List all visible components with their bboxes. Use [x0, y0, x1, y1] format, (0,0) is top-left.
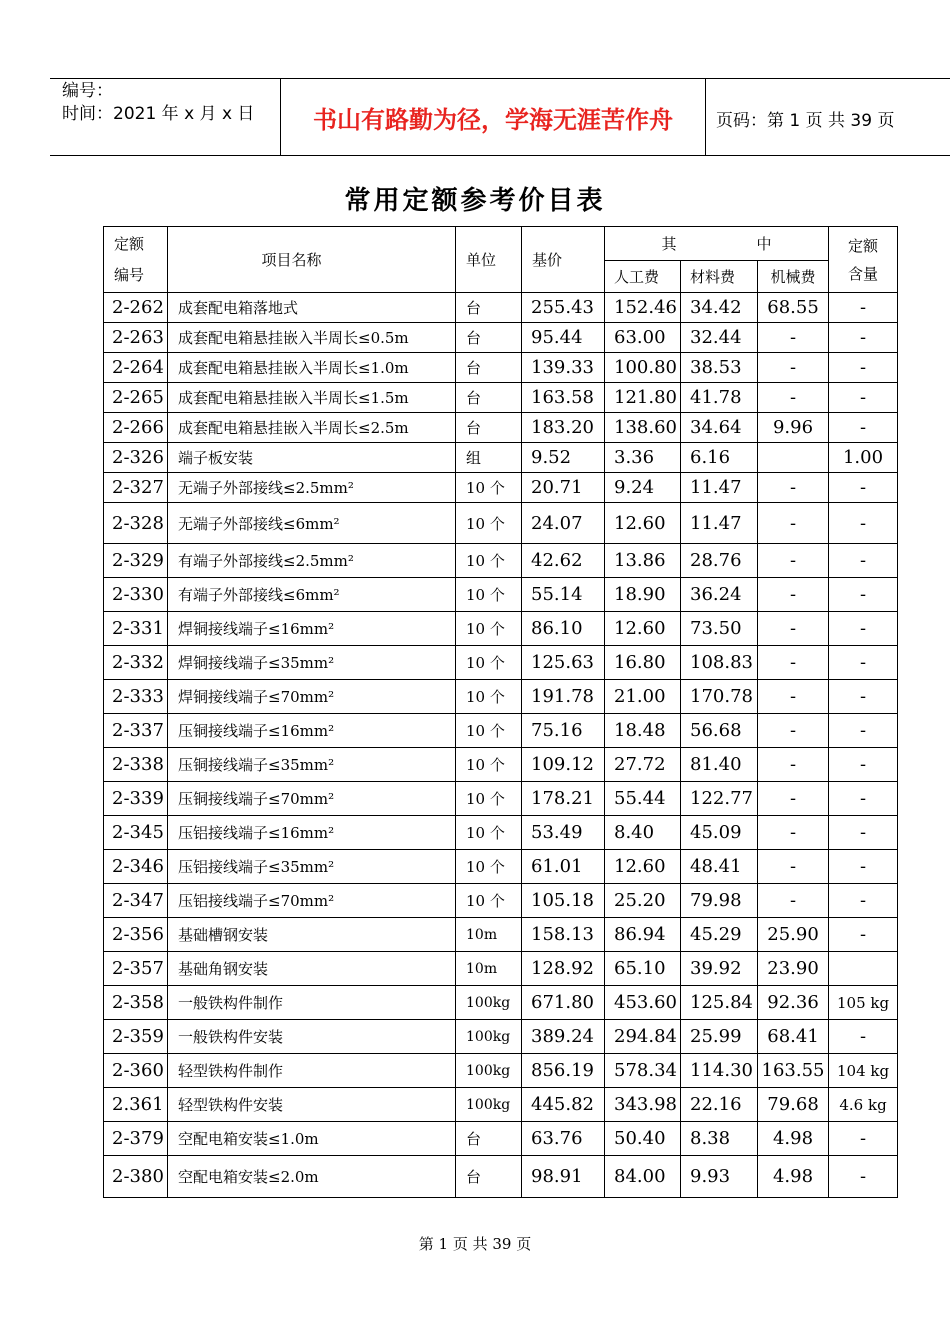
- row-quota: -: [829, 612, 898, 646]
- row-labor: 65.10: [605, 952, 681, 986]
- row-labor: 18.48: [605, 714, 681, 748]
- row-name: 焊铜接线端子≤16mm²: [168, 612, 456, 646]
- row-code: 2-327: [104, 473, 168, 503]
- row-base-price: 109.12: [522, 748, 605, 782]
- row-material: 28.76: [681, 544, 758, 578]
- header-quota-line1: 定额: [848, 236, 879, 255]
- row-code: 2-360: [104, 1054, 168, 1088]
- page-footer: 第 1 页 共 39 页: [418, 1235, 532, 1253]
- table-row: [104, 1088, 898, 1122]
- motto: 书山有路勤为径，学海无涯苦作舟: [313, 106, 673, 134]
- row-machine: -: [758, 503, 829, 544]
- row-unit: 台: [456, 1122, 522, 1156]
- row-code: 2-329: [104, 544, 168, 578]
- row-name: 成套配电箱悬挂嵌入半周长≤2.5m: [168, 413, 456, 443]
- row-quota: -: [829, 323, 898, 353]
- row-labor: 343.98: [605, 1088, 681, 1122]
- row-base-price: 98.91: [522, 1156, 605, 1198]
- row-unit: 10 个: [456, 612, 522, 646]
- row-labor: 12.60: [605, 850, 681, 884]
- row-base-price: 9.52: [522, 443, 605, 473]
- row-labor: 27.72: [605, 748, 681, 782]
- row-name: 一般铁构件安装: [168, 1020, 456, 1054]
- table-row: [104, 293, 898, 323]
- row-machine: 9.96: [758, 413, 829, 443]
- row-quota: -: [829, 918, 898, 952]
- row-quota: -: [829, 293, 898, 323]
- row-quota: -: [829, 353, 898, 383]
- row-name: 有端子外部接线≤2.5mm²: [168, 544, 456, 578]
- row-material: 38.53: [681, 353, 758, 383]
- row-material: 45.09: [681, 816, 758, 850]
- row-machine: 4.98: [758, 1122, 829, 1156]
- row-material: 36.24: [681, 578, 758, 612]
- row-base-price: 178.21: [522, 782, 605, 816]
- row-labor: 12.60: [605, 503, 681, 544]
- table-row: [104, 544, 898, 578]
- row-code: 2-345: [104, 816, 168, 850]
- header-unit: 单位: [456, 227, 522, 293]
- row-unit: 10m: [456, 918, 522, 952]
- row-base-price: 163.58: [522, 383, 605, 413]
- row-unit: 10 个: [456, 816, 522, 850]
- row-unit: 10 个: [456, 748, 522, 782]
- row-name: 焊铜接线端子≤35mm²: [168, 646, 456, 680]
- row-base-price: 24.07: [522, 503, 605, 544]
- row-quota: -: [829, 503, 898, 544]
- row-material: 56.68: [681, 714, 758, 748]
- row-unit: 台: [456, 293, 522, 323]
- row-machine: 79.68: [758, 1088, 829, 1122]
- header-meta: [62, 80, 254, 126]
- row-name: 有端子外部接线≤6mm²: [168, 578, 456, 612]
- row-labor: 13.86: [605, 544, 681, 578]
- row-unit: 台: [456, 353, 522, 383]
- header-divider-right: [705, 78, 706, 156]
- header-code: [104, 227, 168, 293]
- table-row: [104, 323, 898, 353]
- table-row: [104, 646, 898, 680]
- row-material: 8.38: [681, 1122, 758, 1156]
- row-material: 114.30: [681, 1054, 758, 1088]
- row-material: 39.92: [681, 952, 758, 986]
- table-row: [104, 680, 898, 714]
- row-labor: 86.94: [605, 918, 681, 952]
- row-material: 9.93: [681, 1156, 758, 1198]
- row-name: 轻型铁构件安装: [168, 1088, 456, 1122]
- row-base-price: 86.10: [522, 612, 605, 646]
- row-code: 2.361: [104, 1088, 168, 1122]
- row-quota: -: [829, 1020, 898, 1054]
- row-unit: 台: [456, 1156, 522, 1198]
- row-machine: -: [758, 612, 829, 646]
- table-row: [104, 353, 898, 383]
- row-code: 2-266: [104, 413, 168, 443]
- row-material: 81.40: [681, 748, 758, 782]
- row-name: 一般铁构件制作: [168, 986, 456, 1020]
- row-base-price: 42.62: [522, 544, 605, 578]
- row-unit: 10 个: [456, 473, 522, 503]
- row-labor: 138.60: [605, 413, 681, 443]
- row-code: 2-357: [104, 952, 168, 986]
- row-name: 成套配电箱悬挂嵌入半周长≤1.5m: [168, 383, 456, 413]
- row-unit: 台: [456, 323, 522, 353]
- row-code: 2-328: [104, 503, 168, 544]
- row-unit: 100kg: [456, 1088, 522, 1122]
- header-quota: [829, 227, 898, 293]
- row-base-price: 671.80: [522, 986, 605, 1020]
- row-name: 压铝接线端子≤35mm²: [168, 850, 456, 884]
- row-name: 空配电箱安装≤1.0m: [168, 1122, 456, 1156]
- header-breakdown-a: 其: [661, 235, 677, 253]
- table-row: [104, 850, 898, 884]
- row-material: 79.98: [681, 884, 758, 918]
- row-code: 2-346: [104, 850, 168, 884]
- row-material: 45.29: [681, 918, 758, 952]
- row-name: 基础槽钢安装: [168, 918, 456, 952]
- row-code: 2-380: [104, 1156, 168, 1198]
- row-base-price: 158.13: [522, 918, 605, 952]
- table-row: [104, 1020, 898, 1054]
- row-quota: -: [829, 473, 898, 503]
- row-base-price: 95.44: [522, 323, 605, 353]
- table-row: [104, 816, 898, 850]
- row-labor: 18.90: [605, 578, 681, 612]
- header-breakdown: [605, 227, 829, 261]
- row-quota: 1.00: [829, 443, 898, 473]
- row-unit: 100kg: [456, 1054, 522, 1088]
- row-name: 无端子外部接线≤6mm²: [168, 503, 456, 544]
- row-material: 73.50: [681, 612, 758, 646]
- row-unit: 10m: [456, 952, 522, 986]
- row-machine: -: [758, 782, 829, 816]
- table-row: [104, 1054, 898, 1088]
- row-quota: 104 kg: [829, 1054, 898, 1088]
- row-base-price: 128.92: [522, 952, 605, 986]
- row-base-price: 445.82: [522, 1088, 605, 1122]
- row-name: 成套配电箱悬挂嵌入半周长≤0.5m: [168, 323, 456, 353]
- table-row: [104, 884, 898, 918]
- row-unit: 台: [456, 383, 522, 413]
- row-code: 2-331: [104, 612, 168, 646]
- table-row: [104, 383, 898, 413]
- row-quota: -: [829, 1122, 898, 1156]
- table-row: [104, 714, 898, 748]
- row-unit: 台: [456, 413, 522, 443]
- row-labor: 3.36: [605, 443, 681, 473]
- price-table: [103, 226, 898, 1198]
- row-labor: 453.60: [605, 986, 681, 1020]
- row-quota: -: [829, 680, 898, 714]
- row-labor: 12.60: [605, 612, 681, 646]
- row-quota: -: [829, 646, 898, 680]
- row-material: 34.42: [681, 293, 758, 323]
- table-body: [104, 293, 898, 1198]
- row-material: 122.77: [681, 782, 758, 816]
- row-quota: 105 kg: [829, 986, 898, 1020]
- row-machine: 68.41: [758, 1020, 829, 1054]
- row-base-price: 55.14: [522, 578, 605, 612]
- row-unit: 10 个: [456, 714, 522, 748]
- row-machine: -: [758, 748, 829, 782]
- row-labor: 25.20: [605, 884, 681, 918]
- row-code: 2-262: [104, 293, 168, 323]
- row-unit: 10 个: [456, 544, 522, 578]
- row-name: 端子板安装: [168, 443, 456, 473]
- row-name: 焊铜接线端子≤70mm²: [168, 680, 456, 714]
- row-base-price: 139.33: [522, 353, 605, 383]
- row-machine: [758, 443, 829, 473]
- row-name: 压铝接线端子≤16mm²: [168, 816, 456, 850]
- row-base-price: 389.24: [522, 1020, 605, 1054]
- row-base-price: 53.49: [522, 816, 605, 850]
- row-base-price: 75.16: [522, 714, 605, 748]
- row-quota: -: [829, 413, 898, 443]
- table-row: [104, 748, 898, 782]
- row-machine: -: [758, 714, 829, 748]
- row-material: 25.99: [681, 1020, 758, 1054]
- row-code: 2-337: [104, 714, 168, 748]
- row-code: 2-358: [104, 986, 168, 1020]
- row-name: 压铜接线端子≤16mm²: [168, 714, 456, 748]
- row-name: 成套配电箱落地式: [168, 293, 456, 323]
- row-machine: -: [758, 353, 829, 383]
- table-row: [104, 443, 898, 473]
- table-row: [104, 578, 898, 612]
- row-machine: 4.98: [758, 1156, 829, 1198]
- row-material: 34.64: [681, 413, 758, 443]
- row-code: 2-356: [104, 918, 168, 952]
- row-machine: -: [758, 323, 829, 353]
- row-base-price: 856.19: [522, 1054, 605, 1088]
- table-row: [104, 986, 898, 1020]
- row-labor: 55.44: [605, 782, 681, 816]
- row-labor: 16.80: [605, 646, 681, 680]
- row-name: 压铜接线端子≤70mm²: [168, 782, 456, 816]
- row-code: 2-359: [104, 1020, 168, 1054]
- row-unit: 10 个: [456, 646, 522, 680]
- header-bottom-rule: [50, 155, 950, 156]
- row-machine: -: [758, 680, 829, 714]
- row-unit: 100kg: [456, 986, 522, 1020]
- row-material: 48.41: [681, 850, 758, 884]
- row-machine: -: [758, 544, 829, 578]
- row-material: 32.44: [681, 323, 758, 353]
- row-unit: 10 个: [456, 884, 522, 918]
- row-labor: 294.84: [605, 1020, 681, 1054]
- header-base-price: 基价: [522, 227, 605, 293]
- row-name: 成套配电箱悬挂嵌入半周长≤1.0m: [168, 353, 456, 383]
- row-quota: 4.6 kg: [829, 1088, 898, 1122]
- row-code: 2-330: [104, 578, 168, 612]
- row-machine: -: [758, 850, 829, 884]
- table-header: [104, 227, 898, 293]
- row-material: 11.47: [681, 473, 758, 503]
- row-code: 2-326: [104, 443, 168, 473]
- row-labor: 9.24: [605, 473, 681, 503]
- row-machine: 92.36: [758, 986, 829, 1020]
- header-material: 材料费: [681, 261, 758, 293]
- table-row: [104, 612, 898, 646]
- row-material: 108.83: [681, 646, 758, 680]
- header-item-name: 项目名称: [168, 227, 456, 293]
- row-material: 41.78: [681, 383, 758, 413]
- row-quota: [829, 952, 898, 986]
- row-machine: -: [758, 473, 829, 503]
- row-quota: -: [829, 544, 898, 578]
- table-row: [104, 952, 898, 986]
- row-machine: 25.90: [758, 918, 829, 952]
- row-machine: -: [758, 383, 829, 413]
- row-quota: -: [829, 578, 898, 612]
- row-machine: 163.55: [758, 1054, 829, 1088]
- row-labor: 121.80: [605, 383, 681, 413]
- row-unit: 10 个: [456, 850, 522, 884]
- row-material: 11.47: [681, 503, 758, 544]
- row-labor: 152.46: [605, 293, 681, 323]
- row-material: 170.78: [681, 680, 758, 714]
- row-machine: -: [758, 884, 829, 918]
- row-material: 6.16: [681, 443, 758, 473]
- row-code: 2-379: [104, 1122, 168, 1156]
- row-code: 2-347: [104, 884, 168, 918]
- row-labor: 50.40: [605, 1122, 681, 1156]
- row-unit: 组: [456, 443, 522, 473]
- row-material: 22.16: [681, 1088, 758, 1122]
- row-quota: -: [829, 1156, 898, 1198]
- number-label: 编号：: [62, 81, 113, 101]
- row-code: 2-333: [104, 680, 168, 714]
- header-quota-line2: 含量: [848, 264, 879, 283]
- table-row: [104, 782, 898, 816]
- row-base-price: 255.43: [522, 293, 605, 323]
- row-quota: -: [829, 782, 898, 816]
- time-label: 时间：2021 年 x 月 x 日: [62, 104, 255, 124]
- row-unit: 10 个: [456, 680, 522, 714]
- row-code: 2-332: [104, 646, 168, 680]
- table-row: [104, 1156, 898, 1198]
- table-row: [104, 413, 898, 443]
- header-machine: 机械费: [758, 261, 829, 293]
- table-row: [104, 473, 898, 503]
- row-unit: 10 个: [456, 503, 522, 544]
- row-machine: -: [758, 816, 829, 850]
- table-row: [104, 503, 898, 544]
- row-machine: -: [758, 578, 829, 612]
- row-unit: 100kg: [456, 1020, 522, 1054]
- header-code-line1: 定额: [114, 234, 145, 253]
- row-name: 轻型铁构件制作: [168, 1054, 456, 1088]
- row-machine: 68.55: [758, 293, 829, 323]
- row-labor: 100.80: [605, 353, 681, 383]
- row-code: 2-338: [104, 748, 168, 782]
- row-code: 2-263: [104, 323, 168, 353]
- row-name: 基础角钢安装: [168, 952, 456, 986]
- row-quota: -: [829, 884, 898, 918]
- row-labor: 21.00: [605, 680, 681, 714]
- row-unit: 10 个: [456, 782, 522, 816]
- row-code: 2-339: [104, 782, 168, 816]
- row-base-price: 20.71: [522, 473, 605, 503]
- row-name: 压铜接线端子≤35mm²: [168, 748, 456, 782]
- row-base-price: 183.20: [522, 413, 605, 443]
- row-base-price: 105.18: [522, 884, 605, 918]
- row-quota: -: [829, 714, 898, 748]
- row-base-price: 61.01: [522, 850, 605, 884]
- row-base-price: 191.78: [522, 680, 605, 714]
- row-unit: 10 个: [456, 578, 522, 612]
- row-name: 空配电箱安装≤2.0m: [168, 1156, 456, 1198]
- row-quota: -: [829, 816, 898, 850]
- header-labor: 人工费: [605, 261, 681, 293]
- row-labor: 8.40: [605, 816, 681, 850]
- header-breakdown-b: 中: [756, 235, 772, 253]
- header-top-rule: [50, 78, 950, 79]
- row-base-price: 63.76: [522, 1122, 605, 1156]
- row-name: 压铝接线端子≤70mm²: [168, 884, 456, 918]
- row-labor: 578.34: [605, 1054, 681, 1088]
- table-row: [104, 1122, 898, 1156]
- document-title: 常用定额参考价目表: [344, 186, 606, 216]
- row-code: 2-264: [104, 353, 168, 383]
- row-code: 2-265: [104, 383, 168, 413]
- row-machine: -: [758, 646, 829, 680]
- row-quota: -: [829, 383, 898, 413]
- row-quota: -: [829, 748, 898, 782]
- row-machine: 23.90: [758, 952, 829, 986]
- row-base-price: 125.63: [522, 646, 605, 680]
- row-material: 125.84: [681, 986, 758, 1020]
- header-code-line2: 编号: [114, 265, 145, 284]
- header-page-info: 页码：第 1 页 共 39 页: [716, 111, 895, 131]
- row-name: 无端子外部接线≤2.5mm²: [168, 473, 456, 503]
- row-quota: -: [829, 850, 898, 884]
- row-labor: 63.00: [605, 323, 681, 353]
- row-labor: 84.00: [605, 1156, 681, 1198]
- table-row: [104, 918, 898, 952]
